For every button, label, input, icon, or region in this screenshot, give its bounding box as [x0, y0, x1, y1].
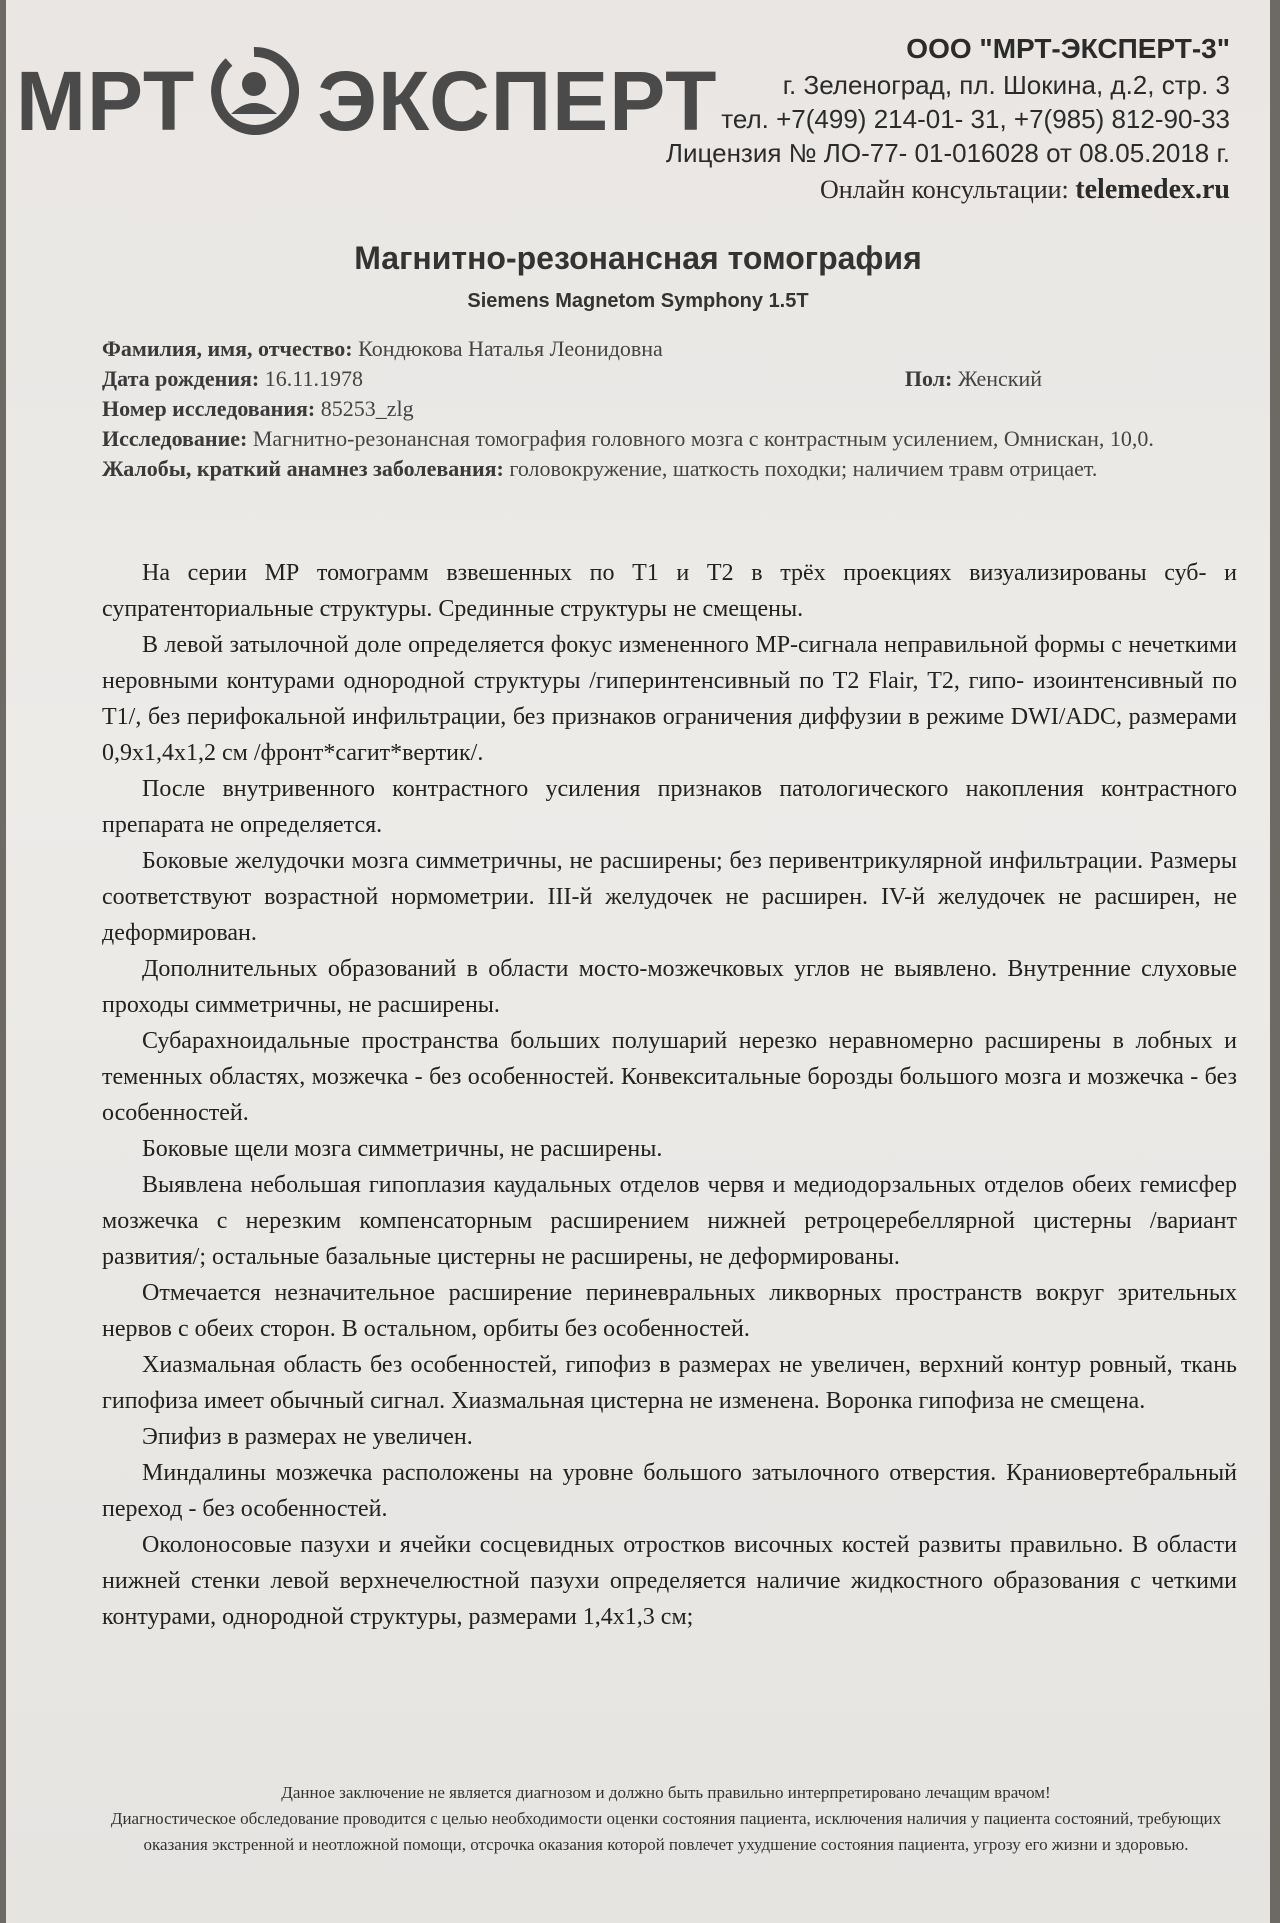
sex-value: Женский [957, 366, 1042, 391]
report-paragraph: В левой затылочной доле определяется фокус измененного МР-сигнала неправильной формы с нечеткими неровными контурами однородной структуры /гиперинтенсивный по Т2 Flair, Т2, гипо- изоинтенсивный по Т1/, без перифокальной инфильтрации, без признаков ограничения диффузии в режиме DWI/ADC, размерами 0,9х1,4х1,2 см /фронт*сагит*вертик/. [102, 632, 1237, 766]
online-label: Онлайн консультации: [819, 175, 1069, 204]
disclaimer-line: Диагностическое обследование проводится с целью необходимости оценки состояния пациента, исключения наличия у пациента состояний, требующих оказания экстренной и неотложной помощи, отсрочка оказания которой повлечет ухудшение состояния пациента, угрозу его жизни и здоровью. [110, 1809, 1222, 1854]
report-body [102, 555, 1237, 1635]
report-paragraph: Субарахноидальные пространства больших полушарий нерезко неравномерно расширены в лобных и теменных областях, мозжечка - без особенностей. Конвекситальные борозды большого мозга и мозжечка - без особенностей. [102, 1028, 1237, 1126]
patient-info [102, 334, 1242, 484]
report-paragraph: Хиазмальная область без особенностей, гипофиз в размерах не увеличен, верхний контур ровный, ткань гипофиза имеет обычный сигнал. Хиазмальная цистерна не изменена. Воронка гипофиза не смещена. [102, 1352, 1237, 1414]
report-paragraph: После внутривенного контрастного усиления признаков патологического накопления контрастного препарата не определяется. [102, 776, 1237, 838]
complaints-value: головокружение, шаткость походки; наличием травм отрицает. [509, 456, 1098, 481]
patient-name-label: Фамилия, имя, отчество: [102, 336, 353, 361]
patient-name-row [102, 334, 1242, 364]
report-paragraph: Околоносовые пазухи и ячейки сосцевидных отростков височных костей развиты правильно. В области нижней стенки левой верхнечелюстной пазухи определяется наличие жидкостного образования с четкими контурами, однородной структуры, размерами 1,4х1,3 см; [102, 1532, 1237, 1630]
company-info [666, 30, 1230, 210]
company-name: ООО "МРТ-ЭКСПЕРТ-3" [906, 33, 1230, 64]
document-subtitle: Siemens Magnetom Symphony 1.5T [467, 290, 809, 312]
study-value: Магнитно-резонансная томография головного мозга с контрастным усилением, Омнискан, 10,0. [252, 426, 1154, 451]
company-address: г. Зеленоград, пл. Шокина, д.2, стр. 3 [782, 70, 1230, 100]
online-site: telemedex.ru [1075, 174, 1230, 205]
person-circle-icon [209, 46, 299, 156]
dob-value: 16.11.1978 [264, 366, 363, 391]
document-page [6, 0, 1270, 1923]
report-paragraph: Дополнительных образований в области мосто-мозжечковых углов не выявлено. Внутренние слуховые проходы симметричны, не расширены. [102, 956, 1237, 1018]
disclaimer-footer [96, 1780, 1236, 1858]
company-logo [16, 46, 717, 156]
study-row [102, 424, 1242, 454]
sex-label: Пол: [904, 366, 953, 391]
study-number: 85253_zlg [320, 396, 414, 421]
report-paragraph: Выявлена небольшая гипоплазия каудальных отделов червя и медиодорзальных отделов обеих гемисфер мозжечка с нерезким компенсаторным расширением нижней ретроцеребеллярной цистерны /вариант развития/; остальные базальные цистерны не расширены, не деформированы. [102, 1172, 1237, 1270]
company-license: Лицензия № ЛО-77- 01-016028 от 08.05.2018 г. [665, 138, 1230, 168]
report-paragraph: Боковые желудочки мозга симметричны, не расширены; без перивентрикулярной инфильтрации. Размеры соответствуют возрастной нормометрии. III-й желудочек не расширен. IV-й желудочек не расширен, не деформирован. [102, 848, 1237, 946]
disclaimer-line: Данное заключение не является диагнозом и должно быть правильно интерпретировано лечащим врачом! [281, 1783, 1051, 1802]
report-paragraph: Эпифиз в размерах не увеличен. [142, 1424, 473, 1450]
document-title: Магнитно-резонансная томография [354, 240, 922, 276]
report-paragraph: Боковые щели мозга симметричны, не расширены. [142, 1136, 663, 1162]
study-number-row [102, 394, 1242, 424]
logo-text-right: ЭКСПЕРТ [317, 53, 718, 148]
company-phones: тел. +7(499) 214-01- 31, +7(985) 812-90-33 [721, 104, 1230, 134]
dob-label: Дата рождения: [102, 366, 260, 391]
logo-text-left: МРТ [16, 53, 196, 148]
report-paragraph: Миндалины мозжечка расположены на уровне большого затылочного отверстия. Краниовертебральный переход - без особенностей. [102, 1460, 1237, 1522]
study-number-label: Номер исследования: [102, 396, 316, 421]
patient-name: Кондюкова Наталья Леонидовна [358, 336, 663, 361]
report-paragraph: Отмечается незначительное расширение периневральных ликворных пространств вокруг зрительных нервов с обеих сторон. В остальном, орбиты без особенностей. [102, 1280, 1237, 1342]
study-label: Исследование: [102, 426, 248, 451]
complaints-row [102, 454, 1242, 484]
online-consultations [666, 170, 1230, 210]
complaints-label: Жалобы, краткий анамнез заболевания: [102, 456, 504, 481]
report-paragraph: На серии МР томограмм взвешенных по Т1 и Т2 в трёх проекциях визуализированы суб- и супратенториальные структуры. Срединные структуры не смещены. [102, 560, 1237, 622]
patient-dob-sex-row [102, 364, 1242, 394]
